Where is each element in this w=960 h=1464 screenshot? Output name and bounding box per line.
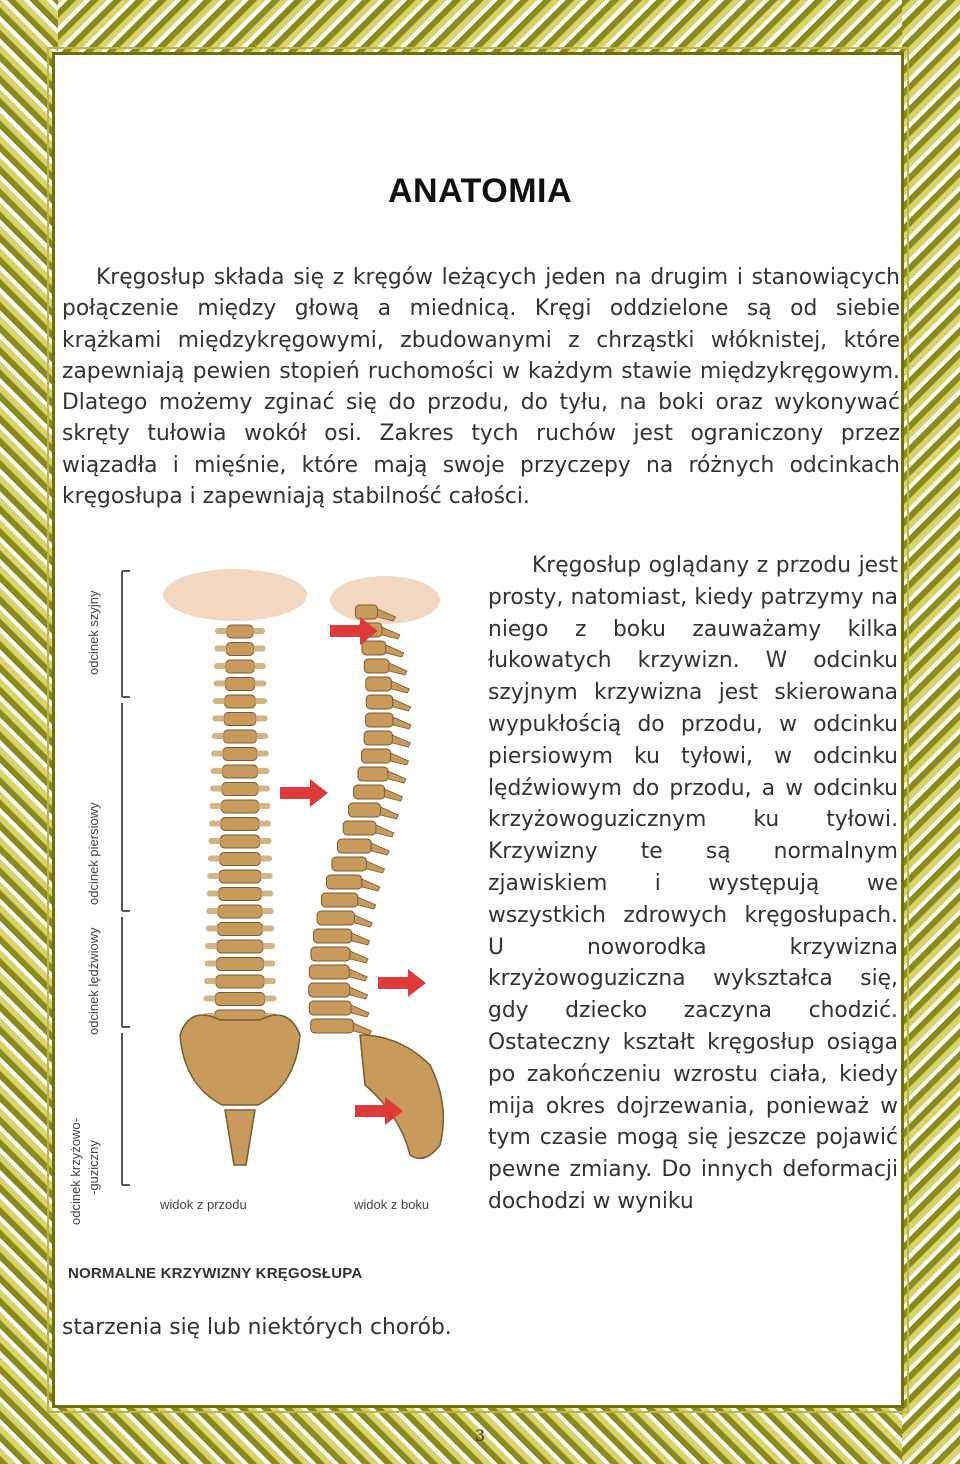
side-spinous-process — [386, 645, 404, 657]
arrow-lumbar — [378, 969, 426, 997]
figure-caption: NORMALNE KRZYWIZNY KRĘGOSŁUPA — [68, 1265, 363, 1282]
side-spinous-process — [382, 627, 400, 639]
side-vertebra — [356, 605, 378, 619]
side-spinous-process — [393, 717, 411, 729]
side-paragraph: Kręgosłup oglądany z przodu jest prosty, natomiast, kiedy patrzymy na niego z boku zauważamy kilka łukowatych krzywizn. W odcinku szyjnym krzywizna jest skierowana wypukłością do przodu, w odcinku piersiowym ku tyłowi, w odcinku lędźwiowym do przodu, a w odcinku krzyżowoguzicznym ku tyłowi. Krzywizny te są normalnym zjawiskiem i występują we wszystkich zdrowych kręgosłupach. U noworodka krzywizna krzyżowoguziczna wykształca się, gdy dziecko zaczyna chodzić. Ostateczny kształt kręgosłup osiąga po zakończeniu wzrostu ciała, kiedy mija okres dojrzewania, ponieważ w tym czasie mogą się jeszcze pojawić pewne zmiany. Do innych deformacji dochodzi w wyniku — [488, 553, 898, 1214]
spine-illustration — [60, 565, 480, 1265]
front-transverse-process — [208, 838, 271, 844]
side-vertebra — [309, 1001, 351, 1015]
label-cervical: odcinek szyjny — [86, 590, 101, 675]
side-vertebra — [349, 803, 381, 817]
side-vertebra — [332, 857, 367, 871]
side-vertebra — [314, 929, 352, 943]
label-thoracic: odcinek piersiowy — [86, 802, 101, 905]
front-spine-vertebrae — [202, 625, 277, 1041]
side-vertebra — [362, 641, 386, 655]
side-spinous-process — [391, 681, 409, 693]
side-vertebra — [326, 875, 362, 889]
label-sacral-line1: odcinek krzyżowo- — [68, 1118, 83, 1225]
front-transverse-process — [213, 681, 266, 687]
decorative-border-top — [0, 0, 960, 58]
front-transverse-process — [212, 716, 268, 722]
sacrum-front — [180, 1015, 300, 1105]
side-vertebra — [366, 713, 393, 727]
front-transverse-process — [213, 698, 267, 704]
side-vertebra — [311, 947, 350, 961]
side-spinous-process — [376, 825, 394, 837]
coccyx-front — [225, 1110, 255, 1165]
section-brackets — [122, 571, 130, 1185]
side-spinous-process — [350, 987, 368, 999]
front-transverse-process — [203, 996, 276, 1002]
front-transverse-process — [205, 943, 275, 949]
side-vertebra — [311, 1019, 354, 1033]
side-spinous-process — [351, 1005, 369, 1017]
front-transverse-process — [208, 856, 272, 862]
front-transverse-process — [215, 628, 265, 634]
side-spinous-process — [358, 897, 376, 909]
label-front-view: widok z przodu — [160, 1197, 247, 1212]
front-transverse-process — [211, 751, 269, 757]
sacrum-side — [360, 1035, 443, 1158]
skull-front-shape — [163, 569, 307, 621]
front-transverse-process — [211, 768, 270, 774]
side-spine-vertebrae — [309, 605, 411, 1035]
side-vertebra — [317, 911, 354, 925]
spine-figure — [60, 565, 480, 1305]
front-transverse-process — [209, 821, 271, 827]
front-transverse-process — [206, 926, 275, 932]
side-spinous-process — [380, 807, 398, 819]
front-transverse-process — [206, 908, 274, 914]
side-spinous-process — [392, 735, 410, 747]
front-transverse-process — [205, 961, 276, 967]
side-vertebra — [338, 839, 372, 853]
front-transverse-process — [212, 733, 269, 739]
front-transverse-process — [214, 663, 266, 669]
arrow-thoracic — [280, 779, 328, 807]
page-content — [60, 60, 900, 1445]
side-vertebra — [366, 677, 392, 691]
side-spinous-process — [371, 843, 389, 855]
front-transverse-process — [214, 646, 265, 652]
side-spinous-process — [388, 771, 406, 783]
side-spinous-process — [349, 969, 367, 981]
side-spinous-process — [393, 699, 411, 711]
decorative-border-left — [0, 0, 58, 1464]
front-transverse-process — [210, 786, 270, 792]
side-vertebra — [309, 965, 349, 979]
side-spinous-process — [366, 861, 384, 873]
label-side-view: widok z boku — [354, 1197, 430, 1212]
front-transverse-process — [210, 803, 271, 809]
side-vertebra — [321, 893, 357, 907]
side-vertebra — [364, 731, 392, 745]
front-transverse-process — [204, 978, 276, 984]
side-spinous-process — [362, 879, 380, 891]
side-vertebra — [361, 749, 390, 763]
side-spinous-process — [353, 1023, 371, 1035]
intro-paragraph: Kręgosłup składa się z kręgów leżących jeden na drugim i stanowiących połączenie między głową a miednicą. Kręgi oddzielone są od siebie krążkami międzykręgowymi, zbudowanymi z chrząstki włóknistej, które zapewniają pewien stopień ruchomości w każdym stawie międzykręgowym. Dlatego możemy zginać się do przodu, do tyłu, na boki oraz wykonywać skręty tułowia wokół osi. Zakres tych ruchów jest ograniczony przez wiązadła i mięśnie, które mają swoje przyczepy na różnych odcinkach kręgosłupa i zapewniają stabilność całości. — [62, 265, 900, 510]
side-spinous-process — [385, 789, 403, 801]
side-vertebra — [366, 695, 393, 709]
side-spinous-process — [391, 753, 409, 765]
front-transverse-process — [207, 873, 272, 879]
side-vertebra — [343, 821, 376, 835]
side-spinous-process — [389, 663, 407, 675]
side-vertebra — [354, 785, 385, 799]
side-spinous-process — [350, 951, 368, 963]
side-vertebra — [358, 767, 388, 781]
page-number: 3 — [474, 1426, 486, 1445]
decorative-border-right — [902, 0, 960, 1464]
side-spinous-process — [352, 933, 370, 945]
side-spinous-process — [354, 915, 372, 927]
label-sacral-line2: -guziczny — [86, 1140, 101, 1195]
side-vertebra — [364, 659, 389, 673]
front-transverse-process — [207, 891, 274, 897]
label-lumbar: odcinek lędźwiowy — [86, 927, 101, 1035]
closing-line: starzenia się lub niektórych chorób. — [62, 1315, 452, 1340]
side-vertebra — [309, 983, 350, 997]
page-title: ANATOMIA — [387, 172, 573, 210]
